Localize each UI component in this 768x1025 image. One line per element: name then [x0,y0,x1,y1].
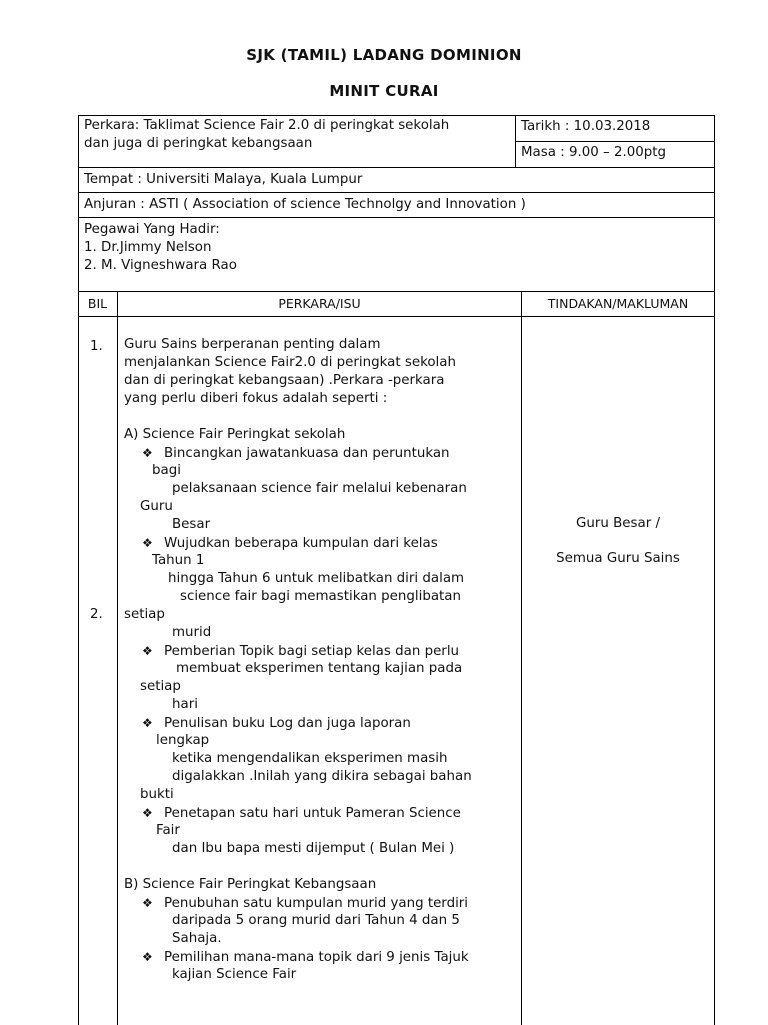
column-header-perkara: PERKARA/ISU [278,296,361,311]
bullet-item-continuation: Besar [172,517,211,532]
diamond-bullet-icon: ❖ [142,536,153,550]
bullet-item-continuation: bagi [152,463,181,478]
masa: Masa : 9.00 – 2.00ptg [521,145,667,160]
bullet-item-continuation: murid [172,625,212,640]
table-border-top [78,115,715,116]
bullet-item-continuation: bukti [140,787,174,802]
table-line [78,291,715,292]
bullet-item-continuation: Guru [140,499,173,514]
bullet-item-continuation: ketika mengendalikan eksperimen masih [172,751,448,766]
bullet-item-continuation: Sahaja. [172,931,222,946]
table-line [78,217,715,218]
diamond-bullet-icon: ❖ [142,950,153,964]
document-title: MINIT CURAI [329,82,439,100]
table-col-divider [521,291,522,1025]
bullet-item-continuation: Fair [156,823,180,838]
intro-line: dan di peringkat kebangsaan) .Perkara -perkara [124,373,445,388]
bullet-item-continuation: hari [172,697,198,712]
bullet-item-continuation: kajian Science Fair [172,967,297,982]
tindakan-guru-sains: Semua Guru Sains [556,551,680,566]
bullet-item [142,642,459,661]
bullet-item [142,894,468,913]
section-a-heading: A) Science Fair Peringkat sekolah [124,427,346,442]
bullet-item-continuation: setiap [140,679,181,694]
table-line [78,316,715,317]
bullet-item [142,444,450,463]
diamond-bullet-icon: ❖ [142,716,153,730]
bullet-text: Wujudkan beberapa kumpulan dari kelas [164,536,438,551]
table-line-tarikh [515,141,715,142]
intro-line: menjalankan Science Fair2.0 di peringkat sekolah [124,355,456,370]
bullet-text: Penubuhan satu kumpulan murid yang terdiri [164,896,469,911]
section-b-heading: B) Science Fair Peringkat Kebangsaan [124,877,377,892]
perkara-line-2: dan juga di peringkat kebangsaan [84,136,313,151]
anjuran: Anjuran : ASTI ( Association of science Technolgy and Innovation ) [84,197,526,212]
bullet-item-continuation: lengkap [156,733,210,748]
diamond-bullet-icon: ❖ [142,644,153,658]
bullet-text: Pemilihan mana-mana topik dari 9 jenis Tajuk [164,950,469,965]
bullet-item [142,948,469,967]
bullet-item-continuation: membuat eksperimen tentang kajian pada [176,661,463,676]
table-line [78,167,715,168]
table-line [78,192,715,193]
table-border-left [78,115,79,1025]
tindakan-guru-besar: Guru Besar / [576,516,660,531]
bullet-item-continuation: hingga Tahun 6 untuk melibatkan diri dalam [168,571,465,586]
tarikh: Tarikh : 10.03.2018 [521,119,651,134]
perkara-line-1: Perkara: Taklimat Science Fair 2.0 di peringkat sekolah [84,118,450,133]
table-col-divider [515,115,516,167]
diamond-bullet-icon: ❖ [142,806,153,820]
table-border-right [714,115,715,1025]
bullet-text: Bincangkan jawatankuasa dan peruntukan [164,446,450,461]
bullet-item [142,534,438,553]
intro-line: Guru Sains berperanan penting dalam [124,337,381,352]
school-title: SJK (TAMIL) LADANG DOMINION [246,46,522,64]
bullet-text: Penetapan satu hari untuk Pameran Science [164,806,461,821]
table-col-divider [117,291,118,1025]
tempat: Tempat : Universiti Malaya, Kuala Lumpur [84,172,363,187]
bullet-item-continuation: digalakkan .Inilah yang dikira sebagai bahan [172,769,472,784]
bullet-item-continuation: Tahun 1 [152,553,205,568]
intro-line: yang perlu diberi fokus adalah seperti : [124,391,388,406]
bullet-item-continuation: setiap [124,607,165,622]
bullet-item-continuation: dan Ibu bapa mesti dijemput ( Bulan Mei ) [172,841,455,856]
row-number: 2. [90,607,103,622]
pegawai-label: Pegawai Yang Hadir: [84,222,220,237]
bullet-item [142,714,411,733]
bullet-text: Penulisan buku Log dan juga laporan [164,716,411,731]
bullet-item [142,804,461,823]
bullet-item-continuation: science fair bagi memastikan penglibatan [180,589,461,604]
pegawai-item: 1. Dr.Jimmy Nelson [84,240,212,255]
bullet-item-continuation: pelaksanaan science fair melalui kebenaran [172,481,467,496]
column-header-bil: BIL [87,296,108,311]
pegawai-item: 2. M. Vigneshwara Rao [84,258,237,273]
diamond-bullet-icon: ❖ [142,896,153,910]
minutes-table [78,115,715,1025]
bullet-item-continuation: daripada 5 orang murid dari Tahun 4 dan 5 [172,913,460,928]
row-number: 1. [90,339,103,354]
diamond-bullet-icon: ❖ [142,446,153,460]
column-header-tindakan: TINDAKAN/MAKLUMAN [547,296,689,311]
bullet-text: Pemberian Topik bagi setiap kelas dan perlu [164,644,460,659]
